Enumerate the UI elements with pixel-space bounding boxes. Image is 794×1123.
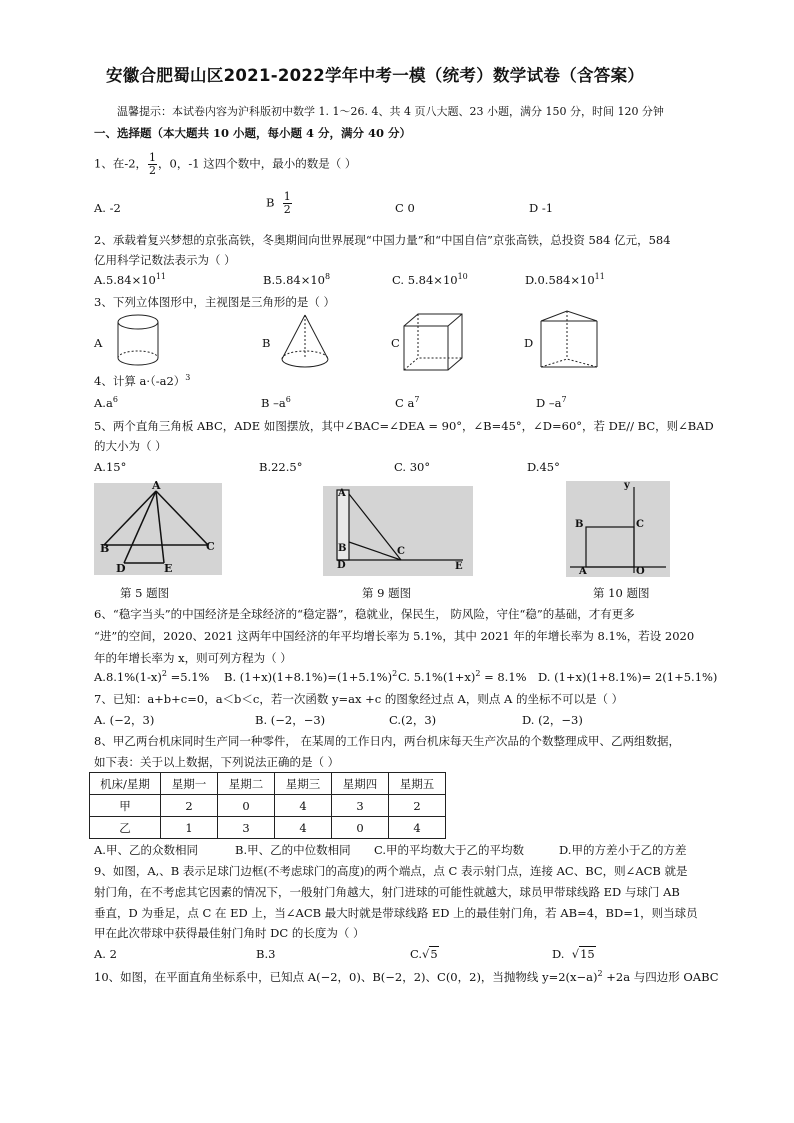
figure-10-caption: 第 10 题图 [593, 586, 650, 600]
q2-option-b-base: B.5.84×10 [263, 273, 325, 287]
q2-option-c-base: C. 5.84×10 [392, 273, 458, 287]
q4-option-c-exp: 7 [414, 395, 420, 404]
q9-option-a: A. 2 [94, 947, 117, 961]
q1-stem-a: 1、在-2， [94, 156, 148, 171]
figure-5 [94, 479, 222, 575]
q1-option-c: C 0 [395, 201, 415, 215]
table-cell: 2 [389, 795, 446, 817]
q5-line-1: 5、两个直角三角板 ABC，ADE 如图摆放，其中∠BAC=∠DEA = 90°，∠B=45°，∠D=60°，若 DE// BC，则∠BAD [94, 419, 714, 433]
q7-option-b: B. (−2，−3) [255, 713, 326, 727]
q5-option-a: A.15° [94, 460, 127, 474]
q9-option-c-radicand: 5 [430, 947, 438, 961]
q8-line-2: 如下表：关于以上数据，下列说法正确的是（ ） [94, 755, 340, 769]
q6-line-3: 年的年增长率为 x，则可列方程为（ ） [94, 651, 292, 665]
page-title: 安徽合肥蜀山区2021-2022学年中考一模（统考）数学试卷（含答案） [106, 66, 645, 85]
figure-5-caption: 第 5 题图 [120, 586, 170, 600]
q3-label-d: D [524, 336, 534, 350]
q6-option-b [224, 670, 397, 684]
q2-option-c-exp: 10 [457, 272, 468, 281]
fig5-label-a: A [152, 479, 161, 492]
table-row [90, 795, 446, 817]
q6-option-a-text: A.8.1%(1-x) [94, 670, 162, 684]
fraction-numerator: 1 [149, 151, 157, 164]
q6-option-b-text: B. (1+x)(1+8.1%)=(1+5.1%) [224, 670, 393, 684]
q2-option-a-base: A.5.84×10 [94, 273, 156, 287]
q8-option-b: B.甲、乙的中位数相同 [235, 843, 351, 857]
q3-label-b: B [262, 336, 271, 350]
q4-option-c-base: C a [395, 396, 415, 410]
q7-option-c: C.(2，3) [389, 713, 437, 727]
q6-option-d: D. (1+x)(1+8.1%)= 2(1+5.1%) [538, 670, 718, 684]
q5-line-2: 的大小为（ ） [94, 439, 167, 453]
q9-option-c-label: C. [410, 947, 423, 961]
q6-option-a-exp: 2 [161, 669, 167, 678]
table-cell: 4 [389, 817, 446, 839]
sqrt-symbol: √15 [571, 947, 595, 961]
table-cell: 4 [275, 817, 332, 839]
table-header-cell: 机床/星期 [90, 773, 161, 795]
q3-label-c: C [391, 336, 400, 350]
fraction-numerator: 1 [283, 190, 291, 203]
q2-option-d-exp: 11 [594, 272, 605, 281]
q7-stem: 7、已知：a+b+c=0，a＜b＜c，若一次函数 y=ax +c 的图象经过点 A，则点 A 的坐标不可以是（ ） [94, 692, 624, 706]
question-1-stem [94, 152, 356, 177]
q8-line-1: 8、甲乙两台机床同时生产同一种零件， 在某周的工作日内，两台机床每天生产次品的个数整理成甲、乙两组数据， [94, 734, 680, 748]
q3-stem: 3、下列立体图形中，主视图是三角形的是（ ） [94, 295, 335, 309]
q2-option-c [392, 273, 468, 287]
q6-option-a-tail: =5.1% [166, 670, 210, 684]
table-cell: 0 [218, 795, 275, 817]
table-cell: 3 [332, 795, 389, 817]
table-header-cell: 星期四 [332, 773, 389, 795]
fig10-label-b: B [575, 519, 584, 530]
q4-option-b-exp: 6 [285, 395, 291, 404]
table-cell: 甲 [90, 795, 161, 817]
q2-line-2: 亿用科学记数法表示为（ ） [94, 253, 236, 267]
table-cell: 1 [161, 817, 218, 839]
exam-tip: 温馨提示：本试卷内容为沪科版初中数学 1. 1～26. 4、共 4 页八大题、23 小题，满分 150 分，时间 120 分钟 [117, 105, 664, 118]
q4-stem [94, 373, 190, 389]
q8-option-c: C.甲的平均数大于乙的平均数 [374, 843, 525, 857]
q6-option-c-text: C. 5.1%(1+x) [398, 670, 476, 684]
q9-option-d-label: D. [552, 947, 565, 961]
q4-stem-base: 4、计算 a·（-a2） [94, 374, 186, 388]
fraction-denominator: 2 [283, 203, 291, 216]
q4-option-a-exp: 6 [112, 395, 118, 404]
figure-10 [566, 481, 670, 577]
table-header-cell: 星期二 [218, 773, 275, 795]
q9-option-c [410, 947, 439, 961]
fig10-label-c: C [636, 519, 644, 530]
figure-9-caption: 第 9 题图 [362, 586, 412, 600]
q10-line-1 [94, 969, 719, 985]
q4-option-b [261, 396, 291, 410]
table-header-cell: 星期五 [389, 773, 446, 795]
q9-line-4: 甲在此次带球中获得最佳射门角时 DC 的长度为（ ） [94, 926, 365, 940]
q9-option-d [552, 947, 596, 961]
fraction-denominator: 2 [149, 164, 157, 177]
fig10-label-a: A [579, 566, 587, 577]
figure-9 [323, 486, 473, 576]
q5-option-b: B.22.5° [259, 460, 303, 474]
q10-text-a: 10、如图，在平面直角坐标系中，已知点 A(−2，0)、B(−2，2)、C(0，2)，当抛物线 y=2(x−a) [94, 970, 598, 984]
q7-option-d: D. (2，−3) [522, 713, 583, 727]
q2-option-b-exp: 8 [324, 272, 331, 281]
table-cell: 4 [275, 795, 332, 817]
q1-option-a: A. -2 [94, 201, 121, 215]
table-header-cell: 星期三 [275, 773, 332, 795]
table-cell: 3 [218, 817, 275, 839]
defect-table [89, 772, 446, 839]
q6-option-a [94, 670, 209, 684]
q4-stem-exp: 3 [185, 373, 191, 382]
q7-option-a: A. (−2，3) [94, 713, 155, 727]
q6-option-c [398, 670, 527, 684]
q8-option-a: A.甲、乙的众数相同 [94, 843, 198, 857]
fig9-label-d: D [337, 560, 346, 571]
q4-option-d-base: D –a [536, 396, 562, 410]
q2-option-b [263, 273, 330, 287]
q9-option-d-radicand: 15 [580, 947, 595, 961]
q4-option-c [395, 396, 419, 410]
sqrt-symbol: √5 [422, 947, 438, 961]
q6-option-c-tail: = 8.1% [480, 670, 527, 684]
q6-option-c-exp: 2 [475, 669, 481, 678]
fig10-label-o: O [636, 566, 645, 577]
q6-line-2: “进”的空间，2020、2021 这两年中国经济的年平均增长率为 5.1%，其中 2021 年的年增长率为 8.1%，若设 2020 [94, 629, 695, 643]
fig9-label-c: C [397, 546, 405, 557]
q5-option-c: C. 30° [394, 460, 431, 474]
fraction-one-half [148, 152, 157, 177]
q1-option-b-label: B [266, 195, 275, 210]
q9-line-3: 垂直，D 为垂足，点 C 在 ED 上，当∠ACB 最大时就是带球线路 ED 上的最佳射门角，若 AB=4，BD=1，则当球员 [94, 906, 698, 920]
q1-option-b [266, 191, 293, 216]
fig5-label-e: E [164, 562, 173, 575]
q9-line-2: 射门角，在不考虑其它因素的情况下，一般射门角越大，射门进球的可能性就越大，球员甲带球线路 ED 与球门 AB [94, 885, 680, 899]
q4-option-a-base: A.a [94, 396, 113, 410]
figure-5-lines [94, 483, 222, 575]
q2-option-d-base: D.0.584×10 [525, 273, 595, 287]
q9-option-b: B.3 [256, 947, 276, 961]
q4-option-b-base: B –a [261, 396, 286, 410]
q8-option-d: D.甲的方差小于乙的方差 [559, 843, 687, 857]
q10-exp: 2 [597, 969, 603, 978]
table-cell: 2 [161, 795, 218, 817]
cube-figure [402, 312, 464, 374]
fraction-one-half [283, 191, 292, 216]
table-header-row [90, 773, 446, 795]
q6-line-1: 6、“稳字当头”的中国经济是全球经济的“稳定器”，稳就业，保民生， 防风险，守住“稳”的基础，才有更多 [94, 607, 635, 621]
table-header-cell: 星期一 [161, 773, 218, 795]
table-cell: 0 [332, 817, 389, 839]
fig9-label-a: A [338, 488, 346, 499]
fig10-label-y: y [624, 480, 630, 491]
q4-option-a [94, 396, 118, 410]
table-row [90, 817, 446, 839]
q1-stem-b: ，0，-1 这四个数中，最小的数是（ ） [158, 156, 357, 171]
fig5-label-b: B [100, 542, 110, 555]
fig5-label-d: D [116, 562, 126, 575]
table-cell: 乙 [90, 817, 161, 839]
fig9-label-b: B [338, 543, 347, 554]
q2-line-1: 2、承载着复兴梦想的京张高铁，冬奥期间向世界展现“中国力量”和“中国自信”京张高铁，总投资 584 亿元，584 [94, 233, 671, 247]
fig9-label-e: E [455, 561, 463, 572]
q9-line-1: 9、如图，A,、B 表示足球门边框(不考虑球门的高度)的两个端点，点 C 表示射门点，连接 AC、BC，则∠ACB 就是 [94, 864, 688, 878]
fig5-label-c: C [206, 540, 215, 553]
q10-text-b: +2a 与四边形 OABC [602, 970, 719, 984]
cone-figure [278, 313, 334, 373]
q6-option-b-exp: 2 [392, 669, 398, 678]
q3-label-a: A [94, 336, 103, 350]
q2-option-d [525, 273, 605, 287]
section-heading: 一、选择题（本大题共 10 小题，每小题 4 分，满分 40 分） [94, 126, 412, 140]
q4-option-d [536, 396, 567, 410]
cylinder-figure [113, 313, 168, 371]
q5-option-d: D.45° [527, 460, 560, 474]
q4-option-d-exp: 7 [561, 395, 567, 404]
q2-option-a [94, 273, 166, 287]
q1-option-d: D -1 [529, 201, 554, 215]
q2-option-a-exp: 11 [155, 272, 167, 281]
prism-figure [537, 309, 601, 373]
